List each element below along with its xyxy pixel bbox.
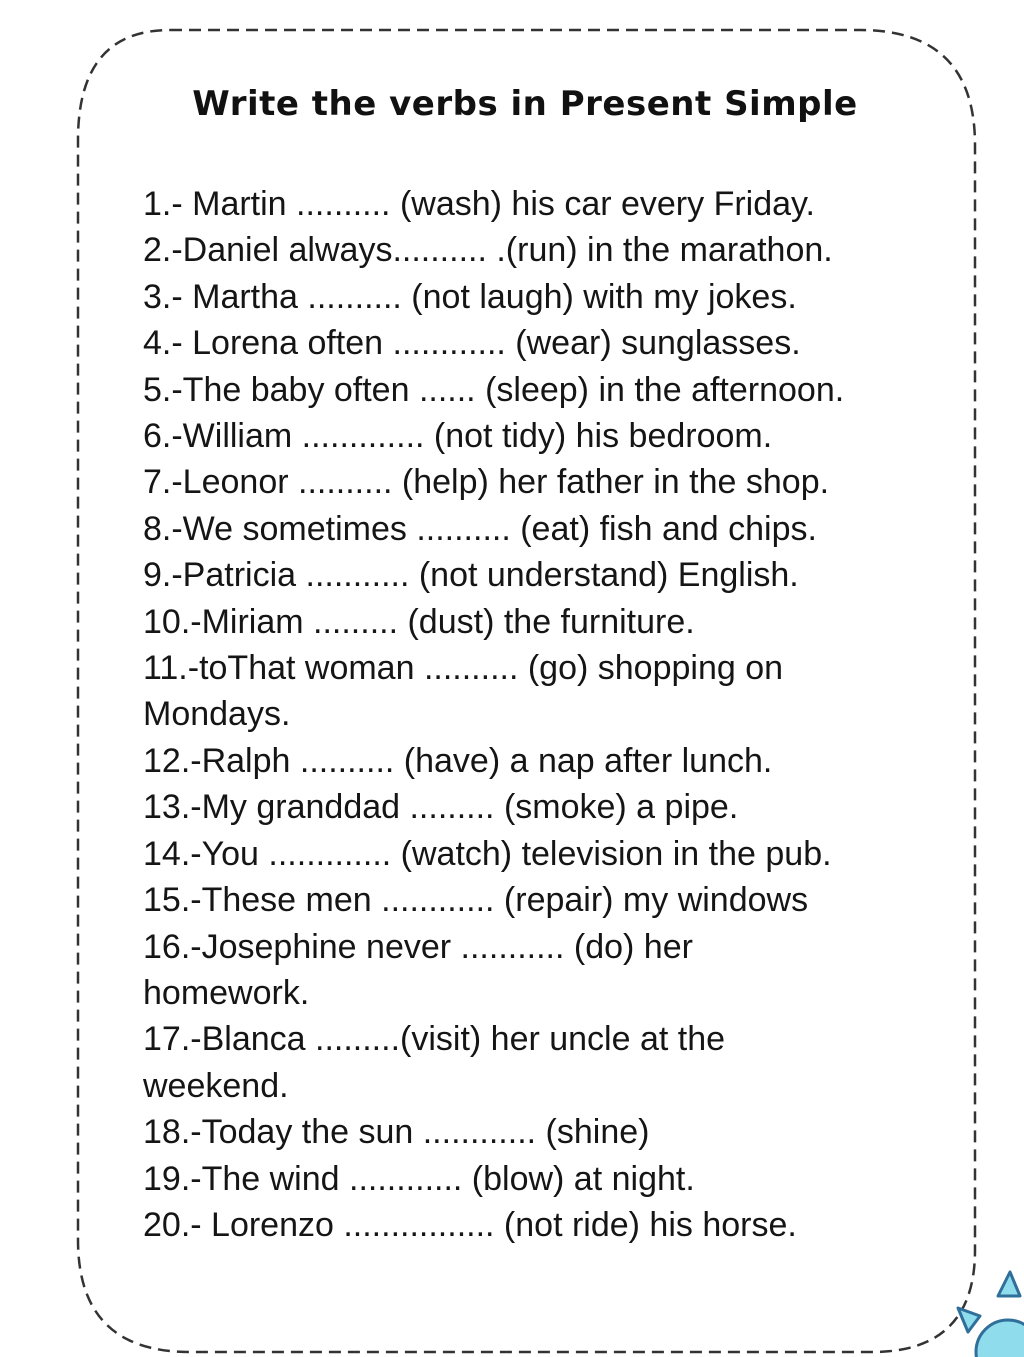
exercise-item-17: 17.-Blanca .........(visit) her uncle at the weekend. (143, 1020, 726, 1105)
exercise-item-4: 4.- Lorena often ............ (wear) sunglasses. (143, 324, 801, 363)
exercise-item-8: 8.-We sometimes .......... (eat) fish and chips. (143, 509, 817, 548)
exercise-item-15: 15.-These men ............ (repair) my windows (143, 881, 809, 920)
exercise-item-13: 13.-My granddad ......... (smoke) a pipe. (143, 788, 739, 827)
exercise-item-16: 16.-Josephine never ........... (do) her homework. (143, 927, 693, 1012)
exercise-list (143, 181, 908, 1248)
exercise-item-11: 11.-toThat woman .......... (go) shopping on Mondays. (143, 649, 784, 734)
exercise-item-7: 7.-Leonor .......... (help) her father in the shop. (143, 463, 830, 502)
exercise-item-5: 5.-The baby often ...... (sleep) in the afternoon. (143, 370, 845, 409)
exercise-item-6: 6.-William ............. (not tidy) his bedroom. (143, 417, 773, 456)
worksheet-title: Write the verbs in Present Simple (192, 84, 858, 124)
exercise-item-20: 20.- Lorenzo ................ (not ride) his horse. (143, 1205, 797, 1244)
exercise-item-18: 18.-Today the sun ............ (shine) (143, 1113, 650, 1152)
exercise-item-10: 10.-Miriam ......... (dust) the furniture. (143, 602, 695, 641)
exercise-item-3: 3.- Martha .......... (not laugh) with my jokes. (143, 277, 797, 316)
exercise-item-1: 1.- Martin .......... (wash) his car every Friday. (143, 185, 815, 223)
exercise-item-14: 14.-You ............. (watch) television in the pub. (143, 834, 832, 873)
sun-icon (940, 1270, 1024, 1357)
exercise-item-2: 2.-Daniel always.......... .(run) in the marathon. (143, 231, 833, 270)
exercise-item-12: 12.-Ralph .......... (have) a nap after lunch. (143, 741, 773, 780)
exercise-item-19: 19.-The wind ............ (blow) at night. (143, 1159, 695, 1198)
exercise-item-9: 9.-Patricia ........... (not understand) English. (143, 556, 799, 595)
